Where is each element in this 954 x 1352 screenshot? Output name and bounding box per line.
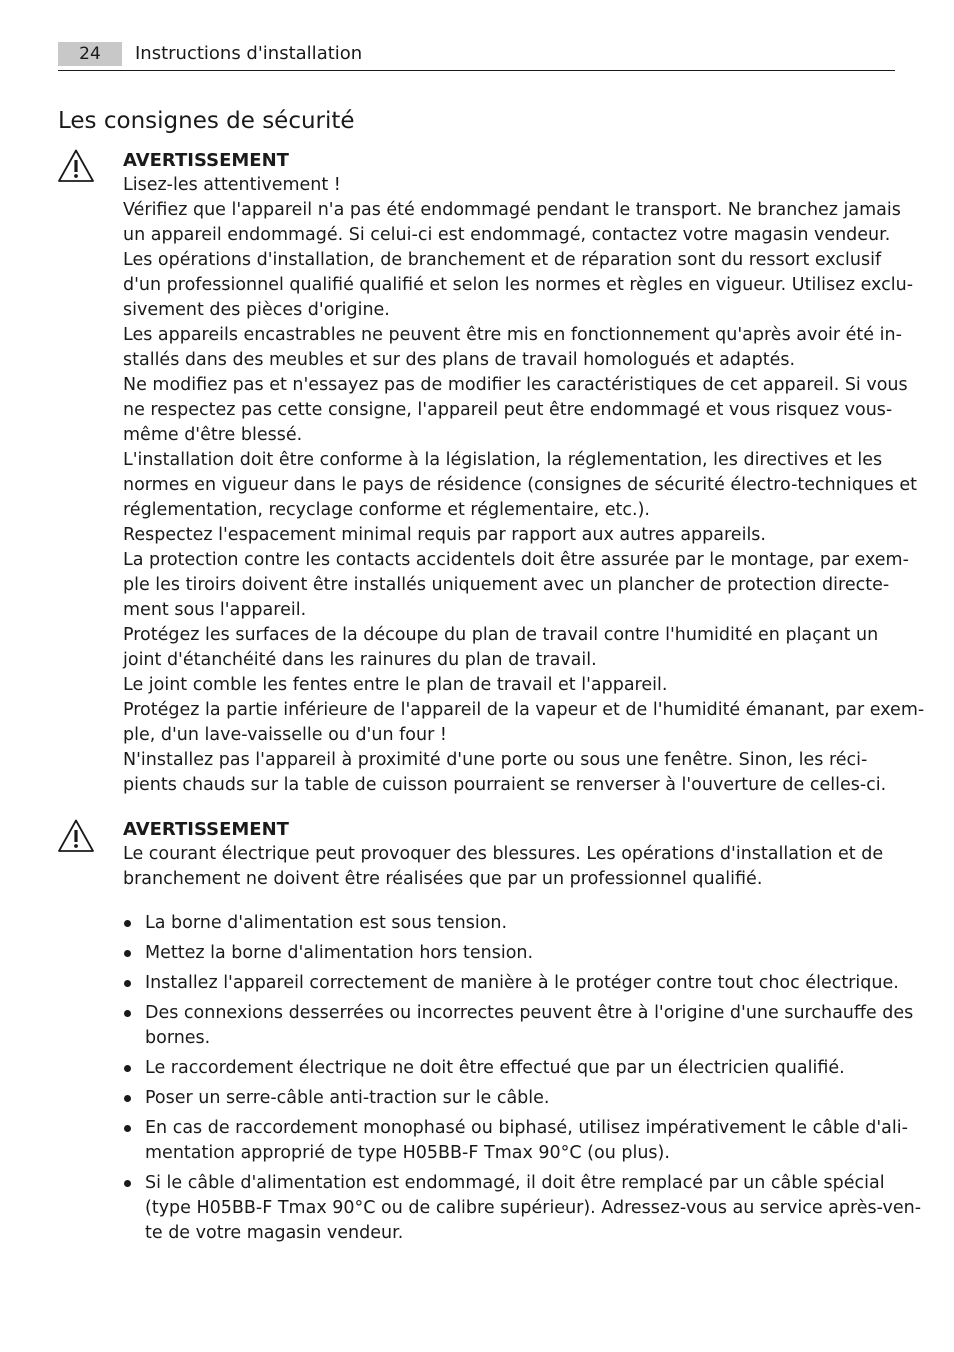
paragraph-line: ple, d'un lave-vaisselle ou d'un four ! [123,725,447,745]
paragraph-line: N'installez pas l'appareil à proximité d'une porte ou sous une fenêtre. Sinon, les réci- [123,750,868,770]
paragraph-line: Protégez la partie inférieure de l'appareil de la vapeur et de l'humidité émanant, par exem- [123,700,925,720]
list-item [123,1116,908,1166]
list-item [123,911,897,936]
header-title: Instructions d'installation [135,43,363,64]
bullet-icon [124,1125,131,1132]
paragraph-line: Le courant électrique peut provoquer des blessures. Les opérations d'installation et de [123,844,884,864]
list-item [123,1171,922,1246]
paragraph-line: L'installation doit être conforme à la législation, la réglementation, les directives et les [123,450,883,470]
paragraph-line: Mettez la borne d'alimentation hors tension. [145,943,534,963]
paragraph-line: Le raccordement électrique ne doit être effectué que par un électricien qualifié. [145,1058,845,1078]
paragraph-line: sivement des pièces d'origine. [123,300,390,320]
paragraph-line: Des connexions desserrées ou incorrectes peuvent être à l'origine d'une surchauffe des [145,1003,914,1023]
electrical-safety-list [123,911,922,1251]
list-item [123,941,897,966]
warning-block-electrical [123,817,897,892]
list-item [123,1056,897,1081]
bullet-icon [124,980,131,987]
bullet-icon [124,1010,131,1017]
paragraph-line: La protection contre les contacts accidentels doit être assurée par le montage, par exem- [123,550,909,570]
paragraph-line: Le joint comble les fentes entre le plan de travail et l'appareil. [123,675,668,695]
paragraph-line: stallés dans des meubles et sur des plans de travail homologués et adaptés. [123,350,796,370]
paragraph-line: même d'être blessé. [123,425,303,445]
paragraph-line: te de votre magasin vendeur. [145,1223,404,1243]
paragraph-line: normes en vigueur dans le pays de résidence (consignes de sécurité électro-techniques et [123,475,917,495]
warning-triangle-icon [57,818,95,853]
warning-block-general [123,148,925,798]
list-item [123,971,897,996]
paragraph-line: Installez l'appareil correctement de manière à le protéger contre tout choc électrique. [145,973,899,993]
paragraph-line: La borne d'alimentation est sous tension. [145,913,508,933]
paragraph-line: Les appareils encastrables ne peuvent être mis en fonctionnement qu'après avoir été in- [123,325,902,345]
list-item [123,1001,914,1051]
paragraph-line: ne respectez pas cette consigne, l'appareil peut être endommagé et vous risquez vous- [123,400,893,420]
paragraph-line: joint d'étanchéité dans les rainures du plan de travail. [123,650,597,670]
paragraph-line: En cas de raccordement monophasé ou biphasé, utilisez impérativement le câble d'ali- [145,1118,908,1138]
paragraph-line: Protégez les surfaces de la découpe du plan de travail contre l'humidité en plaçant un [123,625,879,645]
paragraph-line: Ne modifiez pas et n'essayez pas de modifier les caractéristiques de cet appareil. Si vous [123,375,908,395]
paragraph-line: Si le câble d'alimentation est endommagé, il doit être remplacé par un câble spécial [145,1173,885,1193]
section-title: Les consignes de sécurité [58,108,355,134]
paragraph-line: ple les tiroirs doivent être installés uniquement avec un plancher de protection directe- [123,575,890,595]
paragraph-line: réglementation, recyclage conforme et réglementaire, etc.). [123,500,650,520]
paragraph-line: branchement ne doivent être réalisées que par un professionnel qualifié. [123,869,763,889]
paragraph-line: (type H05BB-F Tmax 90°C ou de calibre supérieur). Adressez-vous au service après-ven- [145,1198,922,1218]
bullet-icon [124,1065,131,1072]
paragraph-line: Poser un serre-câble anti-traction sur le câble. [145,1088,550,1108]
bullet-icon [124,920,131,927]
paragraph-line: Respectez l'espacement minimal requis par rapport aux autres appareils. [123,525,766,545]
paragraph-line: Les opérations d'installation, de branchement et de réparation sont du ressort exclusif [123,250,882,270]
warning-triangle-icon [57,148,95,183]
warning-title: AVERTISSEMENT [123,150,289,171]
paragraph-line: mentation approprié de type H05BB-F Tmax 90°C (ou plus). [145,1143,670,1163]
paragraph-line: pients chauds sur la table de cuisson pourraient se renverser à l'ouverture de celles-ci. [123,775,887,795]
paragraph-line: bornes. [145,1028,211,1048]
page-header [58,40,895,71]
bullet-icon [124,950,131,957]
paragraph-line: ment sous l'appareil. [123,600,307,620]
list-item [123,1086,897,1111]
warning-title: AVERTISSEMENT [123,819,289,840]
page-number: 24 [58,42,122,66]
paragraph-line: Vérifiez que l'appareil n'a pas été endommagé pendant le transport. Ne branchez jamais [123,200,901,220]
paragraph-line: d'un professionnel qualifié qualifié et selon les normes et règles en vigueur. Utilisez exclu- [123,275,914,295]
bullet-icon [124,1180,131,1187]
bullet-icon [124,1095,131,1102]
paragraph-line: Lisez-les attentivement ! [123,175,341,195]
paragraph-line: un appareil endommagé. Si celui-ci est endommagé, contactez votre magasin vendeur. [123,225,891,245]
